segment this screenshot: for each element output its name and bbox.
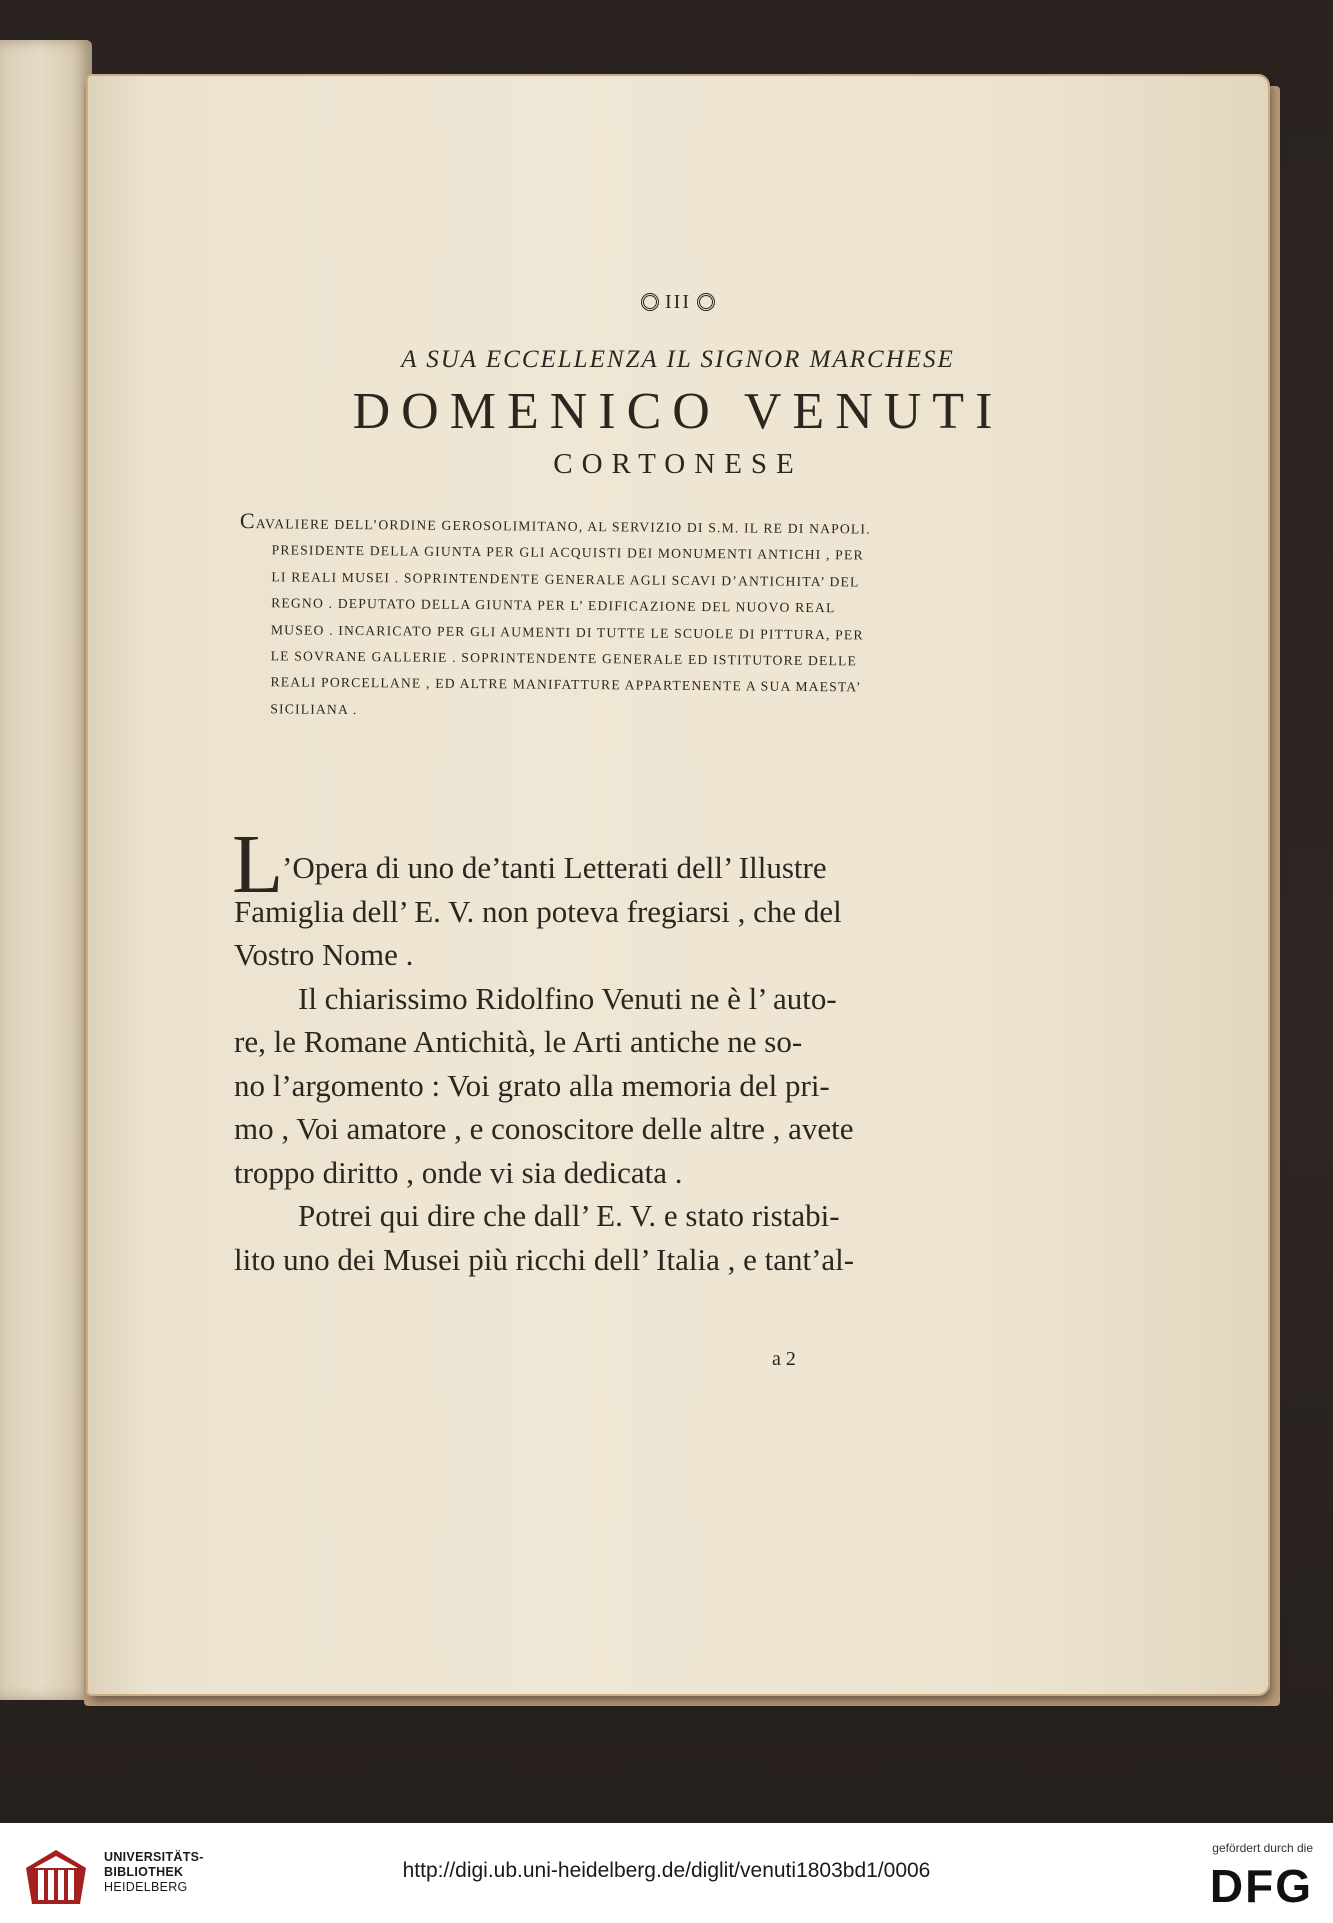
rosette-ornament-icon <box>641 293 659 311</box>
footer-bar <box>0 1823 1333 1923</box>
page-number: III <box>665 291 691 313</box>
dedicatee-name: DOMENICO VENUTI <box>352 383 1004 440</box>
title-line: SICILIANA . <box>270 701 358 717</box>
dedicatee-titles <box>238 508 952 728</box>
body-line: Vostro Nome . <box>234 937 414 972</box>
body-line: no l’argomento : Voi grato alla memoria del pri- <box>234 1067 830 1103</box>
title-line: PRESIDENTE DELLA GIUNTA PER GLI ACQUISTI DEI MONUMENTI ANTICHI , PER <box>271 542 864 563</box>
title-line: LE SOVRANE GALLERIE . SOPRINTENDENTE GENERALE ED ISTITUTORE DELLE <box>270 648 858 669</box>
body-line: mo , Voi amatore , e conoscitore delle altre , avete <box>234 1111 854 1146</box>
dfg-logo: DFG <box>1209 1860 1313 1912</box>
left-page-edge <box>0 40 92 1700</box>
title-line: CAVALIERE DELL’ORDINE GEROSOLIMITANO, AL SERVIZIO DI S.M. IL RE DI NAPOLI. <box>239 508 871 537</box>
funder-label: gefördert durch die <box>1212 1841 1313 1855</box>
title-line: REALI PORCELLANE , ED ALTRE MANIFATTURE APPARTENENTE A SUA MAESTA’ <box>270 674 862 695</box>
library-name-line: UNIVERSITÄTS- <box>104 1850 204 1864</box>
book-page <box>88 76 1268 1694</box>
body-line: Famiglia dell’ E. V. non poteva fregiarsi , che del <box>234 893 842 929</box>
body-line: lito uno dei Musei più ricchi dell’ Italia , e tant’al- <box>234 1241 855 1277</box>
title-line: REGNO . DEPUTATO DELLA GIUNTA PER L’ EDIFICAZIONE DEL NUOVO REAL <box>271 595 836 616</box>
title-initial: C <box>239 508 256 534</box>
dedicatee-origin: CORTONESE <box>553 448 803 480</box>
letter-body <box>232 818 946 1281</box>
drop-cap-letter: L <box>232 818 284 911</box>
body-line: ’Opera di uno de’tanti Letterati dell’ Illustre <box>282 850 827 885</box>
title-line: MUSEO . INCARICATO PER GLI AUMENTI DI TUTTE LE SCUOLE DI PITTURA, PER <box>270 621 864 643</box>
library-name-line: HEIDELBERG <box>104 1880 188 1894</box>
signature-mark: a 2 <box>772 1348 796 1370</box>
body-line: re, le Romane Antichità, le Arti antiche ne so- <box>234 1024 803 1059</box>
permalink-url[interactable]: http://digi.ub.uni-heidelberg.de/diglit/venuti1803bd1/0006 <box>402 1859 931 1882</box>
body-line: Il chiarissimo Ridolfino Venuti ne è l’ auto- <box>298 980 837 1016</box>
library-name-line: BIBLIOTHEK <box>104 1865 184 1879</box>
dedication-line: A SUA ECCELLENZA IL SIGNOR MARCHESE <box>401 346 955 373</box>
body-line: troppo diritto , onde vi sia dedicata . <box>234 1154 683 1190</box>
rosette-ornament-icon <box>697 293 715 311</box>
page-number-header <box>88 291 1268 314</box>
title-line: LI REALI MUSEI . SOPRINTENDENTE GENERALE AGLI SCAVI D’ANTICHITA’ DEL <box>271 569 860 590</box>
body-line: Potrei qui dire che dall’ E. V. e stato ristabi- <box>298 1198 840 1233</box>
